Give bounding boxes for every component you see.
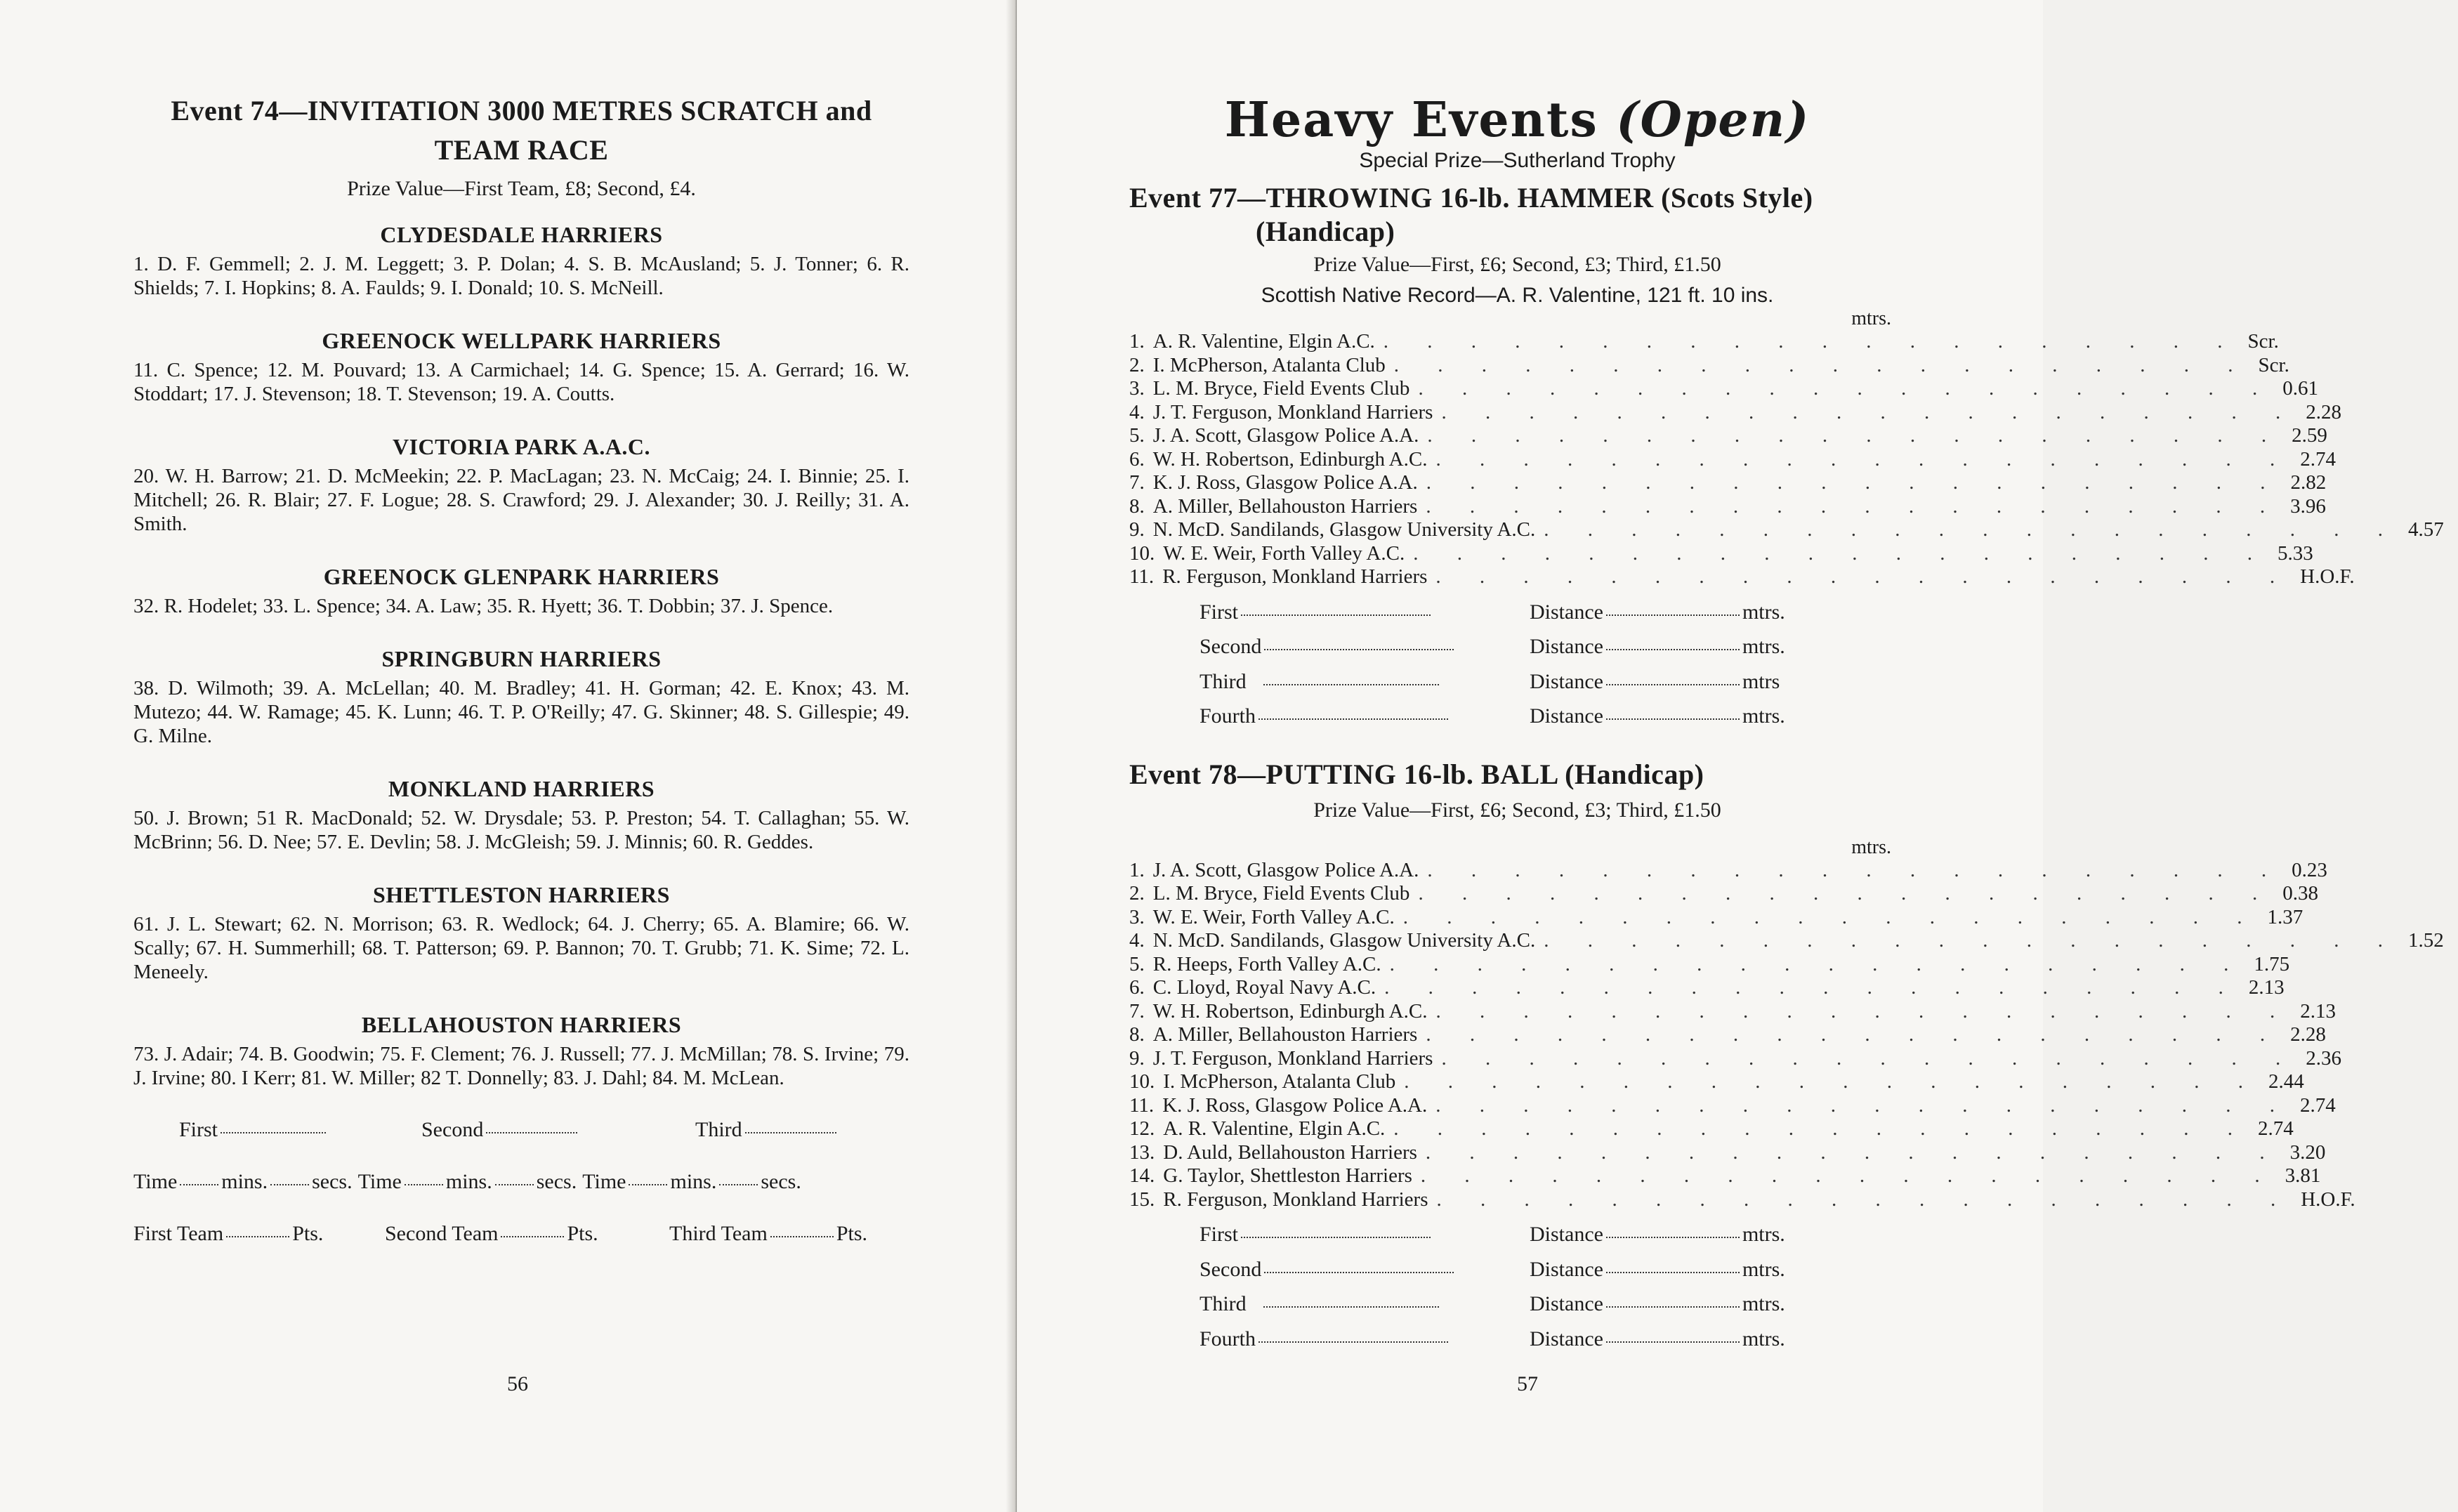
second-label: Second: [421, 1118, 484, 1141]
leader-dots: . . . . . . . . . . . . . . . . . . . .: [1436, 1188, 2293, 1211]
leader-dots: . . . . . . . . . . . . . . . . . . . .: [1435, 447, 2292, 471]
pts-label: Pts.: [836, 1222, 868, 1245]
competitor-handicap: 1.75: [2254, 952, 2290, 975]
first-team-blank[interactable]: [226, 1235, 289, 1237]
fourth-label: Fourth: [1200, 1327, 1256, 1350]
competitor-number: 7.: [1129, 471, 1145, 494]
competitor-handicap: 2.13: [2300, 999, 2336, 1023]
distance-label: Distance: [1530, 669, 1603, 693]
first-team-field[interactable]: [133, 1222, 385, 1246]
event-78-prize: Prize Value—First, £6; Second, £3; Third, £1.50: [1313, 798, 1721, 822]
competitor-number: 6.: [1129, 976, 1145, 999]
competitor-row: [1129, 1117, 2294, 1141]
distance-label: Distance: [1530, 635, 1603, 658]
leader-dots: . . . . . . . . . . . . . . . . . . . .: [1389, 952, 2246, 975]
competitor-name: A. Miller, Bellahouston Harriers: [1152, 1023, 1418, 1046]
third-label: Third: [1200, 669, 1247, 693]
distance-label: Distance: [1530, 600, 1603, 624]
competitor-name: W. E. Weir, Forth Valley A.C.: [1152, 905, 1395, 928]
competitor-number: 5.: [1129, 424, 1145, 447]
club-entrants: 61. J. L. Stewart; 62. N. Morrison; 63. R. Wedlock; 64. J. Cherry; 65. A. Blamire; 66. W. Scally; 67. H. Summerhill; 68. T. Patterson; 69. P. Bannon; 70. T. Grubb; 71. K. Sime; 72. L. Meneely.: [133, 913, 909, 983]
competitor-row: [1129, 999, 2336, 1024]
leader-dots: . . . . . . . . . . . . . . . . . . . .: [1427, 858, 2284, 881]
time-label: Time: [357, 1170, 402, 1193]
first-name-blank[interactable]: [1241, 614, 1431, 616]
competitor-row: [1129, 424, 2327, 448]
distance-label: Distance: [1530, 1223, 1603, 1246]
page-number-left: 56: [507, 1372, 528, 1395]
competitor-name: A. R. Valentine, Elgin A.C.: [1152, 330, 1375, 353]
competitor-row: [1129, 1164, 2321, 1188]
third-distance-blank[interactable]: [1606, 683, 1740, 685]
competitor-number: 12.: [1129, 1117, 1155, 1140]
competitor-name: C. Lloyd, Royal Navy A.C.: [1152, 976, 1376, 999]
competitor-handicap: 3.96: [2290, 494, 2326, 518]
competitor-name: D. Auld, Bellahouston Harriers: [1163, 1140, 1417, 1164]
fourth-label: Fourth: [1200, 704, 1256, 728]
competitor-name: N. McD. Sandilands, Glasgow University A.C.: [1152, 518, 1536, 541]
competitor-handicap: 2.28: [2306, 400, 2341, 423]
right-page: [1017, 0, 2444, 1512]
competitor-handicap: 2.59: [2292, 424, 2327, 447]
second-distance-blank[interactable]: [1606, 1271, 1740, 1273]
competitor-handicap: Scr.: [2258, 353, 2289, 376]
pts-label: Pts.: [567, 1222, 598, 1245]
distance-label: Distance: [1530, 1292, 1603, 1315]
first-distance-blank[interactable]: [1606, 614, 1740, 616]
competitor-number: 1.: [1129, 330, 1145, 353]
competitor-name: W. H. Robertson, Edinburgh A.C.: [1152, 999, 1428, 1023]
competitor-name: K. J. Ross, Glasgow Police A.A.: [1152, 471, 1418, 494]
club-entrants: 20. W. H. Barrow; 21. D. McMeekin; 22. P. MacLagan; 23. N. McCaig; 24. I. Binnie; 25. I. Mitchell; 26. R. Blair; 27. F. Logue; 28. S. Crawford; 29. J. Alexander; 30. J. Reilly; 31. A. Smith.: [133, 465, 909, 535]
first-place-field[interactable]: [1200, 600, 1530, 624]
fourth-distance-blank[interactable]: [1606, 718, 1740, 720]
time2-secs-blank[interactable]: [495, 1183, 534, 1185]
teams-row: [133, 1222, 909, 1274]
leader-dots: . . . . . . . . . . . . . . . . . . . .: [1404, 1070, 2261, 1093]
placing-row: [1200, 1258, 1905, 1293]
placing-row: [1200, 635, 1905, 670]
mtrs-label: mtrs.: [1742, 1292, 1785, 1315]
time-field-1[interactable]: [133, 1170, 353, 1194]
fourth-name-blank[interactable]: [1258, 1341, 1448, 1343]
event-74-prize: Prize Value—First Team, £8; Second, £4.: [347, 177, 696, 200]
competitor-handicap: 2.82: [2290, 471, 2327, 494]
mtrs-label: mtrs.: [1742, 1257, 1785, 1281]
competitor-number: 2.: [1129, 882, 1145, 905]
competitor-number: 4.: [1129, 929, 1145, 952]
competitor-name: A. R. Valentine, Elgin A.C.: [1163, 1117, 1386, 1140]
secs-label: secs.: [536, 1170, 577, 1193]
third-blank[interactable]: [745, 1131, 836, 1133]
competitor-row: [1129, 400, 2341, 425]
placings-row: [133, 1118, 909, 1170]
competitor-number: 10.: [1129, 1070, 1155, 1093]
competitor-handicap: 2.44: [2268, 1070, 2304, 1093]
event-78-results-form: [1200, 1223, 1905, 1362]
second-place-field[interactable]: [421, 1118, 695, 1142]
distance-label: Distance: [1530, 1257, 1603, 1281]
second-team-field[interactable]: [385, 1222, 669, 1246]
competitor-handicap: 2.36: [2306, 1046, 2341, 1070]
second-blank[interactable]: [486, 1131, 577, 1133]
placing-row: [1200, 704, 1905, 739]
competitor-handicap: 0.38: [2282, 882, 2318, 905]
time-label: Time: [582, 1170, 626, 1193]
leader-dots: . . . . . . . . . . . . . . . . . . . .: [1426, 471, 2282, 494]
leader-dots: . . . . . . . . . . . . . . . . . . . .: [1418, 882, 2275, 905]
fourth-name-blank[interactable]: [1258, 718, 1448, 720]
heavy-events-open-label: (Open): [1616, 92, 1810, 148]
competitor-number: 11.: [1129, 565, 1155, 588]
competitor-handicap: Scr.: [2247, 330, 2279, 353]
leader-dots: . . . . . . . . . . . . . . . . . . . .: [1435, 565, 2292, 588]
competitor-row: [1129, 1093, 2336, 1118]
mtrs-label: mtrs.: [1742, 704, 1785, 728]
third-distance-field[interactable]: [1530, 1292, 1785, 1316]
competitor-number: 9.: [1129, 518, 1145, 541]
leader-dots: . . . . . . . . . . . . . . . . . . . .: [1393, 1117, 2250, 1140]
time3-secs-blank[interactable]: [719, 1183, 758, 1185]
third-place-field[interactable]: [1200, 670, 1530, 694]
mins-label: mins.: [670, 1170, 717, 1193]
competitor-row: [1129, 882, 2318, 906]
leader-dots: . . . . . . . . . . . . . . . . . . . .: [1425, 1140, 2282, 1164]
leader-dots: . . . . . . . . . . . . . . . . . . . .: [1413, 541, 2269, 565]
time-field-2[interactable]: [358, 1170, 577, 1194]
competitor-number: 7.: [1129, 999, 1145, 1023]
competitor-row: [1129, 447, 2336, 472]
placing-row: [1200, 1327, 1905, 1362]
first-distance-blank[interactable]: [1606, 1236, 1740, 1238]
club-entrants: 50. J. Brown; 51 R. MacDonald; 52. W. Drysdale; 53. P. Preston; 54. T. Callaghan; 55. W. McBrinn; 56. D. Nee; 57. E. Devlin; 58. J. McGleish; 59. J. Minnis; 60. R. Geddes.: [133, 807, 909, 853]
competitor-row: [1129, 1046, 2341, 1071]
second-place-field[interactable]: [1200, 635, 1530, 659]
first-place-field[interactable]: [1200, 1223, 1530, 1247]
mtrs-label: mtrs.: [1742, 600, 1785, 624]
competitor-row: [1129, 1140, 2326, 1165]
third-name-blank[interactable]: [1263, 1306, 1439, 1308]
heavy-events-heading: [1129, 93, 1905, 147]
second-team-blank[interactable]: [501, 1235, 564, 1237]
competitor-name: R. Heeps, Forth Valley A.C.: [1152, 952, 1381, 975]
second-label: Second: [1200, 1257, 1262, 1281]
second-distance-field[interactable]: [1530, 635, 1785, 659]
competitor-row: [1129, 858, 2327, 883]
competitor-row: [1129, 952, 2290, 977]
competitor-handicap: 2.74: [2258, 1117, 2294, 1140]
leader-dots: . . . . . . . . . . . . . . . . . . . .: [1402, 905, 2259, 928]
club-heading: SHETTLESTON HARRIERS: [373, 882, 670, 907]
heavy-events-section: [1129, 92, 2444, 1362]
leader-dots: . . . . . . . . . . . . . . . . . . . .: [1544, 518, 2400, 541]
competitor-name: J. T. Ferguson, Monkland Harriers: [1152, 400, 1433, 423]
event-77-title-line2: (Handicap): [1256, 216, 1395, 247]
leader-dots: . . . . . . . . . . . . . . . . . . . .: [1393, 353, 2250, 376]
competitor-handicap: 2.74: [2299, 1093, 2336, 1117]
third-place-field[interactable]: [695, 1118, 839, 1142]
club-entrants: 32. R. Hodelet; 33. L. Spence; 34. A. Law; 35. R. Hyett; 36. T. Dobbin; 37. J. Spence.: [133, 595, 834, 617]
second-name-blank[interactable]: [1264, 1271, 1454, 1273]
club-heading: CLYDESDALE HARRIERS: [380, 222, 663, 247]
competitor-row: [1129, 929, 2444, 953]
leader-dots: . . . . . . . . . . . . . . . . . . . .: [1420, 1164, 2277, 1187]
competitor-handicap: 3.20: [2289, 1140, 2326, 1164]
competitor-name: G. Taylor, Shettleston Harriers: [1163, 1164, 1412, 1187]
event-74-title-line2: TEAM RACE: [434, 134, 609, 166]
competitor-handicap: 1.52: [2408, 929, 2444, 952]
event-78-title: Event 78—PUTTING 16-lb. BALL (Handicap): [1129, 758, 1704, 790]
first-label: First: [1200, 600, 1239, 624]
competitor-row: [1129, 518, 2444, 542]
club-entrants: 38. D. Wilmoth; 39. A. McLellan; 40. M. Bradley; 41. H. Gorman; 42. E. Knox; 43. M. Mutezo; 44. W. Ramage; 45. K. Lunn; 46. T. P. O'Reilly; 47. G. Skinner; 48. S. Gillespie; 49. G. Milne.: [133, 677, 909, 747]
competitor-handicap: H.O.F.: [2300, 565, 2355, 588]
event-77-title-line1: Event 77—THROWING 16-lb. HAMMER (Scots Style): [1129, 182, 1813, 213]
competitor-row: [1129, 905, 2303, 930]
competitor-row: [1129, 1070, 2304, 1094]
competitor-handicap: 5.33: [2277, 541, 2313, 565]
competitor-row: [1129, 565, 2355, 589]
competitor-name: L. M. Bryce, Field Events Club: [1152, 882, 1410, 905]
competitor-name: I. McPherson, Atalanta Club: [1163, 1070, 1396, 1093]
competitor-number: 6.: [1129, 447, 1145, 471]
first-label: First: [1200, 1223, 1239, 1246]
club-heading: BELLAHOUSTON HARRIERS: [361, 1012, 682, 1037]
event-77-results-form: [1200, 600, 1905, 739]
secs-label: secs.: [312, 1170, 353, 1193]
third-label: Third: [1200, 1292, 1247, 1315]
competitor-row: [1129, 1188, 2355, 1212]
competitor-name: J. A. Scott, Glasgow Police A.A.: [1152, 858, 1419, 881]
placing-row: [1200, 670, 1905, 705]
third-label: Third: [695, 1118, 742, 1141]
special-prize: Special Prize—Sutherland Trophy: [1359, 149, 1676, 172]
competitor-number: 8.: [1129, 494, 1145, 518]
competitor-number: 15.: [1129, 1188, 1155, 1211]
competitor-number: 1.: [1129, 858, 1145, 881]
club-heading: GREENOCK WELLPARK HARRIERS: [322, 328, 721, 353]
fourth-distance-field[interactable]: [1530, 1327, 1785, 1351]
time-label: Time: [133, 1170, 178, 1193]
competitor-handicap: 0.61: [2282, 377, 2318, 400]
competitor-handicap: H.O.F.: [2301, 1188, 2355, 1211]
leader-dots: . . . . . . . . . . . . . . . . . . . .: [1426, 494, 2282, 518]
club-heading: VICTORIA PARK A.A.C.: [392, 434, 651, 459]
club-heading: MONKLAND HARRIERS: [388, 776, 655, 801]
competitor-row: [1129, 976, 2285, 1000]
club-entrants: 73. J. Adair; 74. B. Goodwin; 75. F. Clement; 76. J. Russell; 77. J. McMillan; 78. S. Irvine; 79. J. Irvine; 80. I Kerr; 81. W. Miller; 82 T. Donnelly; 83. J. Dahl; 84. M. McLean.: [133, 1043, 909, 1089]
times-row: [133, 1170, 909, 1222]
competitor-number: 14.: [1129, 1164, 1155, 1187]
first-blank[interactable]: [221, 1131, 326, 1133]
third-team-field[interactable]: [669, 1222, 867, 1246]
leader-dots: . . . . . . . . . . . . . . . . . . . .: [1441, 1046, 2298, 1070]
first-place-field[interactable]: [179, 1118, 421, 1142]
third-place-field[interactable]: [1200, 1292, 1530, 1316]
first-team-label: First Team: [133, 1222, 224, 1245]
mtrs-label: mtrs: [1742, 669, 1780, 693]
secs-label: secs.: [761, 1170, 801, 1193]
competitor-name: R. Ferguson, Monkland Harriers: [1163, 1188, 1428, 1211]
third-team-label: Third Team: [669, 1222, 768, 1245]
leader-dots: . . . . . . . . . . . . . . . . . . . .: [1383, 330, 2240, 353]
leader-dots: . . . . . . . . . . . . . . . . . . . .: [1435, 1093, 2292, 1117]
time3-mins-blank[interactable]: [629, 1183, 667, 1185]
pts-label: Pts.: [292, 1222, 324, 1245]
event-78-competitor-list: [1129, 858, 2444, 1212]
competitor-name: J. T. Ferguson, Monkland Harriers: [1152, 1046, 1433, 1070]
second-place-field[interactable]: [1200, 1258, 1530, 1282]
third-distance-blank[interactable]: [1606, 1306, 1740, 1308]
mins-label: mins.: [445, 1170, 492, 1193]
event-77-title: [1129, 178, 1905, 251]
third-name-blank[interactable]: [1263, 683, 1439, 685]
placing-row: [1200, 1223, 1905, 1258]
competitor-name: J. A. Scott, Glasgow Police A.A.: [1152, 424, 1419, 447]
event-77-prize: Prize Value—First, £6; Second, £3; Third, £1.50: [1313, 253, 1721, 276]
competitor-number: 3.: [1129, 377, 1145, 400]
third-distance-field[interactable]: [1530, 670, 1780, 694]
competitor-name: K. J. Ross, Glasgow Police A.A.: [1162, 1093, 1428, 1117]
fourth-distance-field[interactable]: [1530, 704, 1785, 728]
left-page: [0, 0, 1016, 1512]
fourth-place-field[interactable]: [1200, 704, 1530, 728]
competitor-number: 13.: [1129, 1140, 1155, 1164]
event-77-units: mtrs.: [1851, 308, 1891, 329]
mtrs-label: mtrs.: [1742, 635, 1785, 658]
competitor-number: 8.: [1129, 1023, 1145, 1046]
distance-label: Distance: [1530, 1327, 1603, 1350]
third-team-blank[interactable]: [770, 1235, 834, 1237]
competitor-number: 3.: [1129, 905, 1145, 928]
competitor-row: [1129, 353, 2289, 378]
first-distance-field[interactable]: [1530, 600, 1785, 624]
competitor-row: [1129, 541, 2313, 566]
competitor-handicap: 4.57: [2408, 518, 2444, 541]
competitor-number: 2.: [1129, 353, 1145, 376]
competitor-name: I. McPherson, Atalanta Club: [1152, 353, 1386, 376]
club-heading: SPRINGBURN HARRIERS: [381, 646, 662, 671]
competitor-number: 9.: [1129, 1046, 1145, 1070]
club-entrants: 11. C. Spence; 12. M. Pouvard; 13. A Carmichael; 14. G. Spence; 15. A. Gerrard; 16. W. Stoddart; 17. J. Stevenson; 18. T. Stevenson; 19. A. Coutts.: [133, 359, 909, 405]
competitor-handicap: 2.13: [2248, 976, 2285, 999]
competitor-name: W. E. Weir, Forth Valley A.C.: [1163, 541, 1405, 565]
distance-label: Distance: [1530, 704, 1603, 728]
mtrs-label: mtrs.: [1742, 1327, 1785, 1350]
competitor-name: R. Ferguson, Monkland Harriers: [1162, 565, 1428, 588]
first-distance-field[interactable]: [1530, 1223, 1785, 1247]
competitor-number: 10.: [1129, 541, 1155, 565]
leader-dots: . . . . . . . . . . . . . . . . . . . .: [1544, 929, 2400, 952]
event-74-title: [133, 91, 909, 170]
second-name-blank[interactable]: [1264, 648, 1454, 650]
leader-dots: . . . . . . . . . . . . . . . . . . . .: [1441, 400, 2298, 423]
leader-dots: . . . . . . . . . . . . . . . . . . . .: [1435, 999, 2292, 1023]
competitor-number: 4.: [1129, 400, 1145, 423]
event-74-title-line1: Event 74—INVITATION 3000 METRES SCRATCH and: [171, 95, 872, 126]
time2-mins-blank[interactable]: [405, 1183, 443, 1185]
time1-secs-blank[interactable]: [270, 1183, 309, 1185]
second-distance-field[interactable]: [1530, 1258, 1785, 1282]
club-list: [133, 222, 909, 1090]
second-label: Second: [1200, 635, 1262, 658]
event-77-record: Scottish Native Record—A. R. Valentine, 121 ft. 10 ins.: [1261, 284, 1774, 307]
placing-row: [1200, 600, 1905, 636]
competitor-row: [1129, 377, 2318, 401]
second-team-label: Second Team: [385, 1222, 499, 1245]
time-field-3[interactable]: [582, 1170, 801, 1194]
competitor-row: [1129, 330, 2279, 354]
mtrs-label: mtrs.: [1742, 1223, 1785, 1246]
competitor-row: [1129, 494, 2326, 519]
competitor-name: L. M. Bryce, Field Events Club: [1152, 377, 1410, 400]
event-77-competitor-list: [1129, 330, 2444, 589]
competitor-name: A. Miller, Bellahouston Harriers: [1152, 494, 1418, 518]
fourth-place-field[interactable]: [1200, 1327, 1530, 1351]
leader-dots: . . . . . . . . . . . . . . . . . . . .: [1426, 1023, 2282, 1046]
first-name-blank[interactable]: [1241, 1236, 1431, 1238]
mins-label: mins.: [221, 1170, 268, 1193]
page-number-right: 57: [1517, 1372, 1538, 1395]
second-distance-blank[interactable]: [1606, 648, 1740, 650]
competitor-number: 5.: [1129, 952, 1145, 975]
competitor-row: [1129, 1023, 2326, 1047]
leader-dots: . . . . . . . . . . . . . . . . . . . .: [1418, 377, 2275, 400]
event-74-section: [133, 91, 909, 1274]
fourth-distance-blank[interactable]: [1606, 1341, 1740, 1343]
event-78-units: mtrs.: [1851, 836, 1891, 858]
competitor-handicap: 0.23: [2292, 858, 2327, 881]
club-entrants: 1. D. F. Gemmell; 2. J. M. Leggett; 3. P. Dolan; 4. S. B. McAusland; 5. J. Tonner; 6. R. Shields; 7. I. Hopkins; 8. A. Faulds; 9. I. Donald; 10. S. McNeill.: [133, 253, 909, 299]
leader-dots: . . . . . . . . . . . . . . . . . . . .: [1427, 424, 2284, 447]
competitor-row: [1129, 471, 2327, 495]
placing-row: [1200, 1292, 1905, 1327]
club-heading: GREENOCK GLENPARK HARRIERS: [323, 564, 720, 589]
competitor-handicap: 2.74: [2300, 447, 2336, 471]
competitor-handicap: 3.81: [2285, 1164, 2321, 1187]
competitor-number: 11.: [1129, 1093, 1155, 1117]
competitor-name: W. H. Robertson, Edinburgh A.C.: [1152, 447, 1428, 471]
time1-mins-blank[interactable]: [180, 1183, 218, 1185]
competitor-name: N. McD. Sandilands, Glasgow University A.C.: [1152, 929, 1536, 952]
leader-dots: . . . . . . . . . . . . . . . . . . . .: [1384, 976, 2240, 999]
competitor-handicap: 1.37: [2267, 905, 2303, 928]
heavy-events-title: Heavy Events: [1224, 92, 1598, 148]
first-label: First: [179, 1118, 218, 1141]
event-74-results-form: [133, 1118, 909, 1274]
competitor-handicap: 2.28: [2290, 1023, 2326, 1046]
